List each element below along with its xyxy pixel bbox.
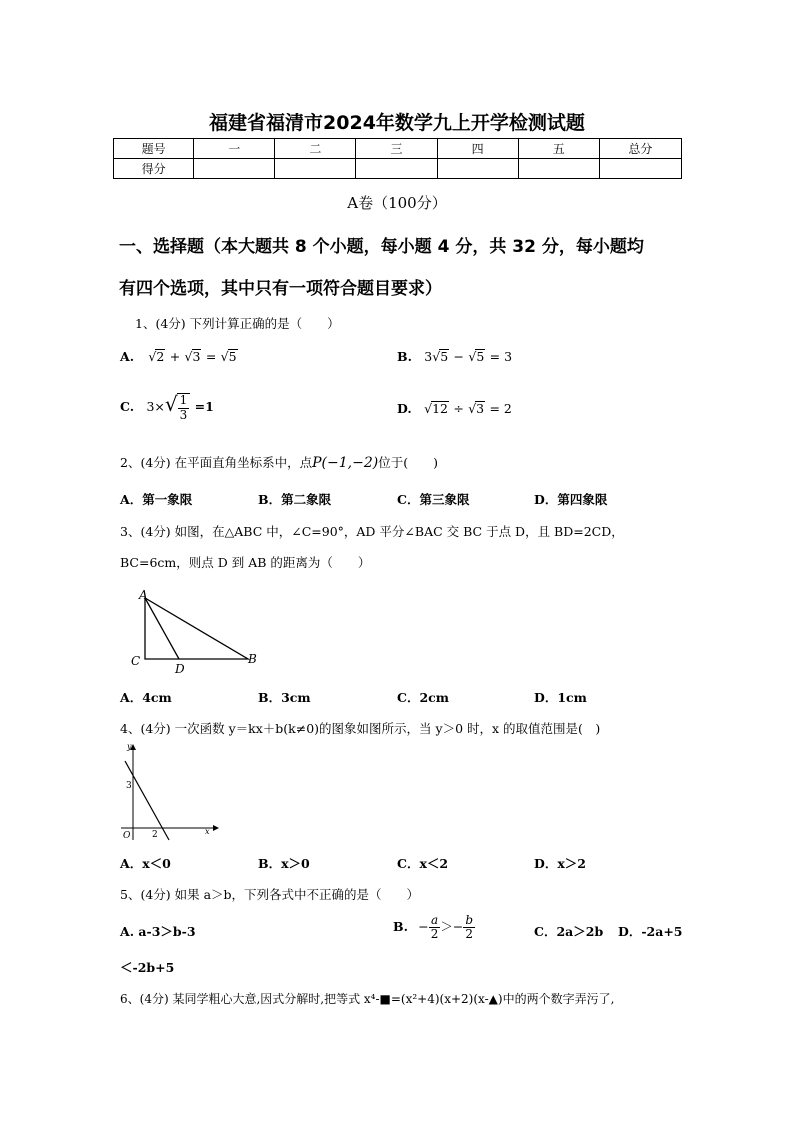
coefficient: 3×: [146, 399, 165, 414]
q2-option-b: B．第二象限: [258, 492, 332, 507]
x-intercept-label: 2: [152, 830, 158, 840]
angle-bisector-ad: [145, 598, 179, 659]
option-label: B.: [397, 349, 412, 364]
q5-option-d-continued: ＜-2b+5: [120, 960, 175, 975]
q4-option-c: C．x＜2: [397, 856, 449, 871]
section-heading-line2: 有四个选项，其中只有一项符合题目要求）: [119, 279, 442, 299]
score-cell: 四: [437, 139, 518, 159]
page-title: 福建省福清市2024年数学九上开学检测试题: [209, 112, 585, 134]
radicand: 3: [192, 349, 201, 364]
operator: = 3: [489, 349, 513, 364]
q5-option-b: [393, 914, 475, 941]
score-cell: 五: [518, 139, 599, 159]
linear-function-graph: [115, 740, 225, 845]
question-3-line2: BC=6cm，则点 D 到 AB 的距离为（ ）: [120, 555, 371, 570]
score-cell: 三: [356, 139, 437, 159]
option-label: B.: [393, 919, 408, 935]
score-blank: [518, 159, 599, 179]
score-table-score-row: [114, 159, 682, 179]
numerator: b: [465, 913, 474, 927]
operator: +: [169, 349, 181, 364]
score-blank: [437, 159, 518, 179]
q3-option-b: B．3cm: [258, 690, 311, 705]
score-cell: 题号: [114, 139, 194, 159]
origin-label: O: [123, 831, 131, 841]
coefficient: 3: [424, 349, 433, 364]
radicand: 5: [440, 349, 449, 364]
q5-option-c: C．2a＞2b: [534, 924, 604, 939]
option-label: C.: [120, 399, 135, 414]
radicand: 5: [228, 349, 237, 364]
q2-option-d: D．第四象限: [534, 492, 608, 507]
operator: = 2: [489, 401, 512, 416]
score-row-label: 得分: [114, 159, 194, 179]
y-intercept-label: 3: [126, 781, 132, 791]
score-blank: [275, 159, 356, 179]
q1-option-c: C. 3×√ $\frac{1}{3}$ =1: [120, 392, 214, 422]
y-axis-label: y: [127, 742, 132, 751]
label-a: A: [139, 588, 148, 602]
q4-option-b: B．x＞0: [258, 856, 310, 871]
q3-option-a: A．4cm: [120, 690, 172, 705]
q2-stem-part: 位于( ): [378, 455, 438, 470]
q2-point: P(−1,−2): [312, 455, 379, 471]
label-d: D: [175, 662, 185, 676]
score-table: [113, 138, 682, 179]
q4-option-a: A．x＜0: [120, 856, 171, 871]
score-table-header-row: [114, 139, 682, 159]
radicand: 5: [476, 349, 485, 364]
q3-option-d: D．1cm: [534, 690, 587, 705]
q2-option-c: C．第三象限: [397, 492, 470, 507]
score-blank: [356, 159, 437, 179]
operator: =: [205, 349, 217, 364]
score-cell: 二: [275, 139, 356, 159]
score-blank: [194, 159, 275, 179]
q5-option-a: A. a-3＞b-3: [120, 924, 196, 939]
q1-option-d: D. √12 ÷ √3 = 2: [397, 401, 512, 416]
operator: −: [418, 919, 429, 935]
q4-option-d: D．x＞2: [534, 856, 586, 871]
denominator: 2: [430, 927, 439, 942]
volume-heading: A卷（100分）: [347, 194, 447, 212]
denominator: 3: [179, 407, 188, 422]
score-cell: 一: [194, 139, 275, 159]
radicand: 3: [476, 401, 485, 416]
q3-option-c: C．2cm: [397, 690, 449, 705]
result: =1: [194, 399, 214, 414]
question-6-stem: 6、(4分) 某同学粗心大意,因式分解时,把等式 x⁴-■=(x²+4)(x+2)(x-▲)中的两个数字弄污了,: [120, 992, 615, 1006]
radicand: 2: [156, 349, 165, 364]
operator: ÷: [453, 401, 464, 416]
question-4-stem: 4、(4分) 一次函数 y＝kx＋b(k≠0)的图象如图所示，当 y＞0 时，x 的取值范围是( ): [120, 721, 601, 736]
q2-stem-part: 2、(4分) 在平面直角坐标系中，点: [120, 455, 313, 470]
operator: −: [453, 349, 464, 364]
triangle-abc: [145, 598, 248, 659]
question-5-stem: 5、(4分) 如果 a＞b，下列各式中不正确的是（ ）: [120, 887, 420, 902]
section-heading-line1: 一、选择题（本大题共 8 个小题，每小题 4 分，共 32 分，每小题均: [119, 237, 644, 257]
q1-option-a: A. √2 + √3 = √5: [120, 349, 237, 364]
x-axis-label: x: [205, 827, 210, 836]
numerator: 1: [179, 393, 188, 408]
x-axis-arrow-icon: [213, 825, 219, 831]
score-cell: 总分: [599, 139, 681, 159]
score-blank: [599, 159, 681, 179]
question-1-stem: 1、(4分) 下列计算正确的是（ ）: [135, 316, 340, 331]
operator: ＞−: [440, 919, 464, 935]
option-label: D.: [397, 401, 412, 416]
option-label: A.: [120, 349, 135, 364]
numerator: a: [429, 914, 441, 928]
question-3-line1: 3、(4分) 如图，在△ABC 中，∠C=90°，AD 平分∠BAC 交 BC 于点 D，且 BD=2CD，: [120, 524, 624, 539]
label-c: C: [131, 654, 141, 668]
q1-option-b: B. 3√5 − √5 = 3: [397, 349, 513, 364]
q2-option-a: A．第一象限: [120, 492, 193, 507]
label-b: B: [248, 652, 257, 666]
radicand: 12: [432, 401, 448, 416]
question-2-stem: [120, 453, 438, 471]
triangle-figure: [128, 586, 268, 676]
denominator: 2: [465, 927, 474, 942]
q5-option-d: D．-2a+5: [618, 924, 683, 939]
